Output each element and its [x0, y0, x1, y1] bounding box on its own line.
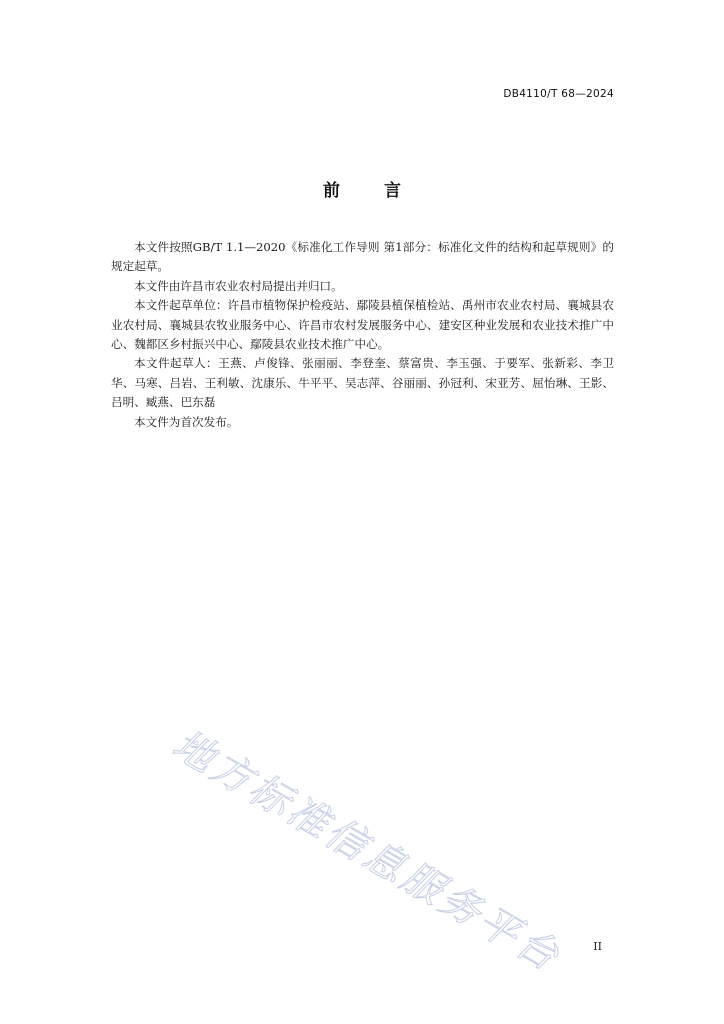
paragraph-drafting-units: 本文件起草单位：许昌市植物保护检疫站、鄢陵县植保植检站、禹州市农业农村局、襄城县农业农村局、襄城县农牧业服务中心、许昌市农村发展服务中心、建安区种业发展和农业技术推广中心、魏都区乡村振兴中心、鄢陵县农业技术推广中心。	[111, 298, 614, 352]
section-heading: 前言	[323, 181, 445, 201]
foreword-body	[111, 238, 614, 432]
document-code: DB4110/T 68—2024	[503, 88, 614, 100]
page-number: II	[593, 940, 602, 953]
paragraph-first-release: 本文件为首次发布。	[134, 414, 239, 429]
watermark-text: 地方标准信息服务平台	[164, 721, 569, 982]
paragraph-drafting-rules: 本文件按照GB/T 1.1—2020《标准化工作导则 第1部分：标准化文件的结构和起草规则》的规定起草。	[111, 240, 614, 274]
paragraph-proposer: 本文件由许昌市农业农村局提出并归口。	[134, 278, 343, 293]
paragraph-drafters: 本文件起草人：王燕、卢俊锋、张丽丽、李登奎、蔡富贵、李玉强、于要军、张新彩、李卫华、马寒、吕岩、王利敏、沈康乐、牛平平、吴志萍、谷丽丽、孙冠利、宋亚芳、屈怡琳、王影、吕明、臧燕、巴东磊	[111, 356, 614, 410]
